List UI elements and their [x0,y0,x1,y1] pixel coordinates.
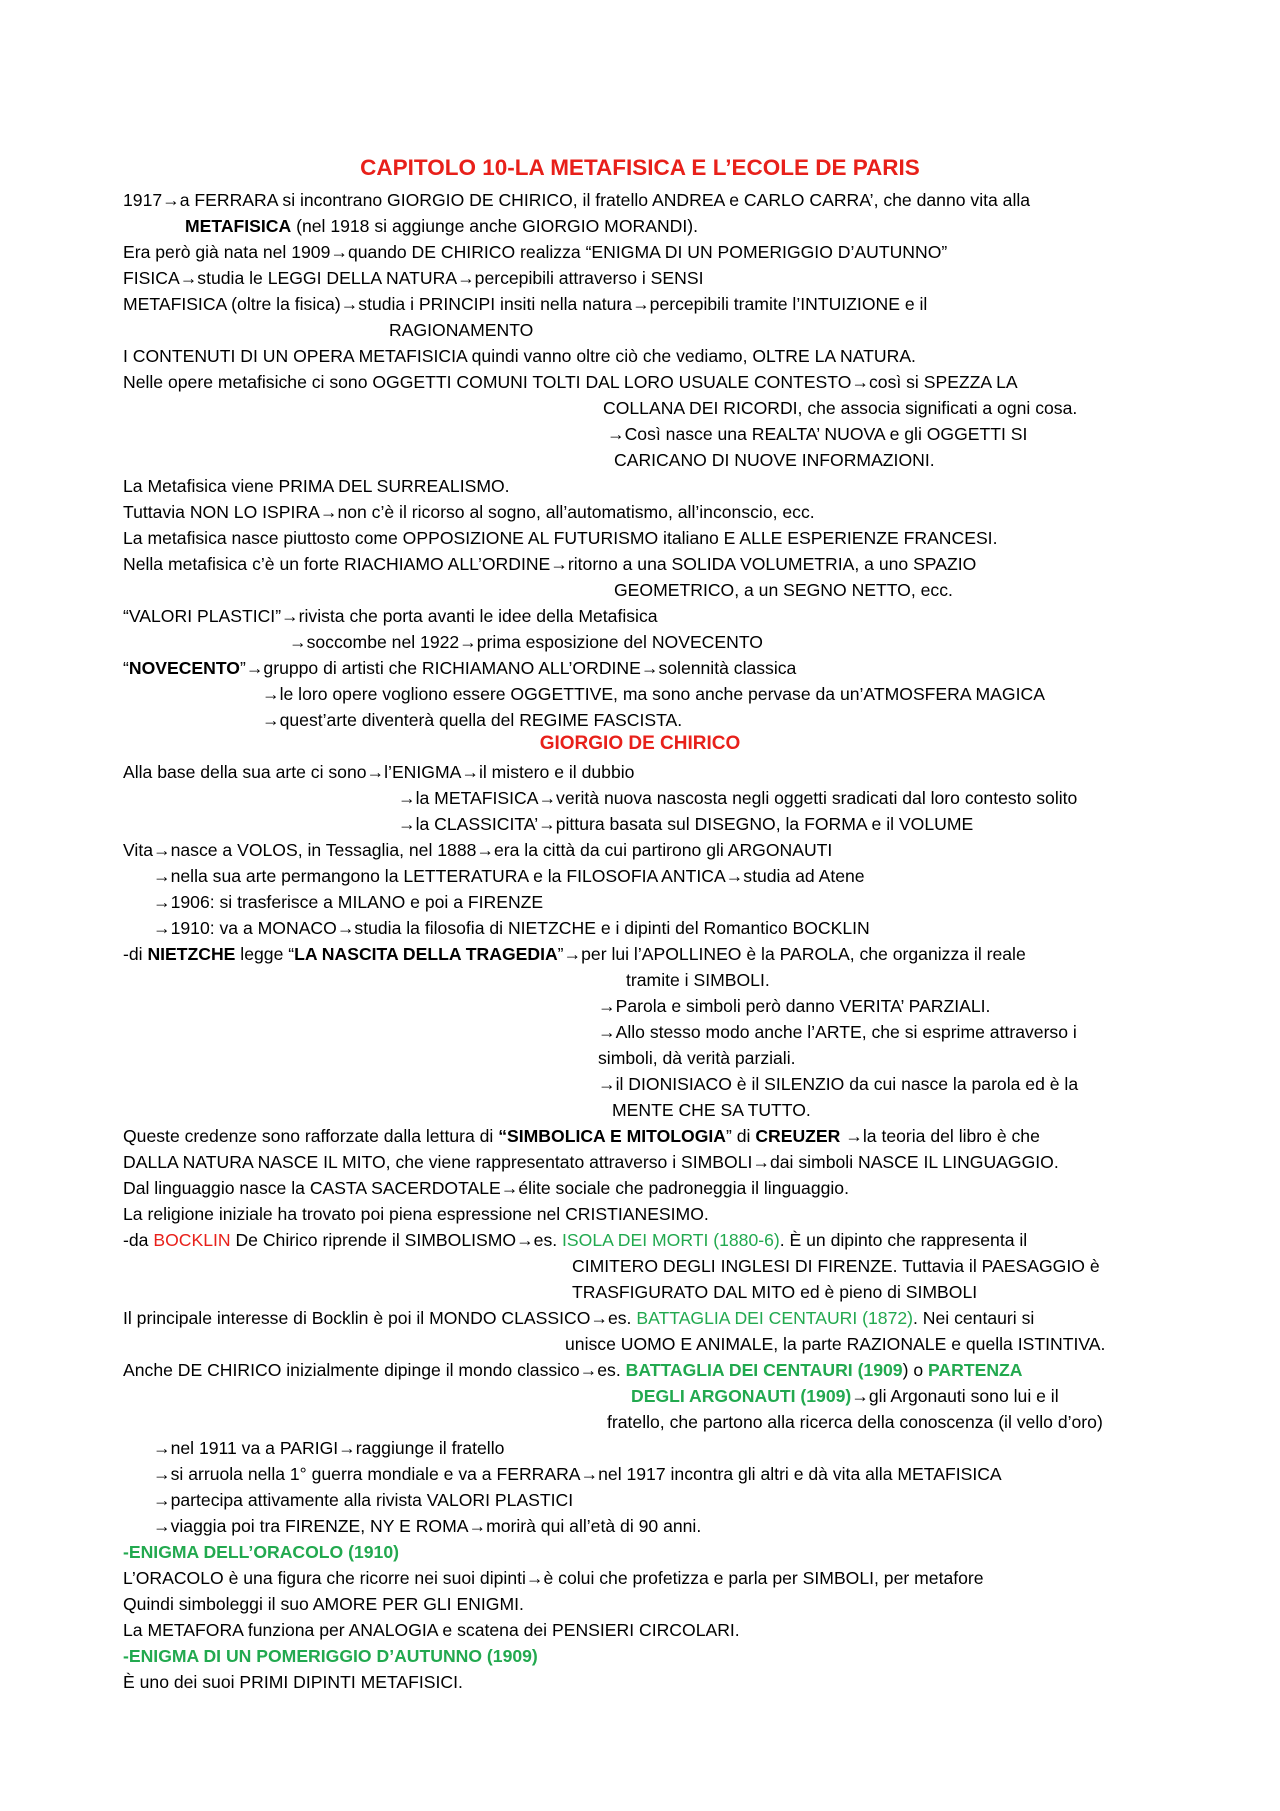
text-line: →nel 1911 va a PARIGI→raggiunge il fratello [153,1438,505,1458]
text-line: -da BOCKLIN De Chirico riprende il SIMBOLISMO→es. ISOLA DEI MORTI (1880-6). È un dipinto che rappresenta il [123,1230,1028,1250]
text-line: I CONTENUTI DI UN OPERA METAFISICIA quindi vanno oltre ciò che vediamo, OLTRE LA NATURA. [123,346,916,366]
chapter-title: CAPITOLO 10-LA METAFISICA E L’ECOLE DE PARIS [360,155,920,180]
artwork-title: PARTENZA [928,1360,1023,1380]
text-line: Queste credenze sono rafforzate dalla lettura di “SIMBOLICA E MITOLOGIA” di CREUZER →la teoria del libro è che [123,1126,1040,1146]
term-metafisica: METAFISICA [185,216,292,236]
subheading: -ENIGMA DELL’ORACOLO (1910) [123,1542,399,1562]
artwork-title: BATTAGLIA DEI CENTAURI (1872) [636,1308,914,1328]
text-line: →il DIONISIACO è il SILENZIO da cui nasce la parola ed è la [598,1074,1079,1094]
text-line: RAGIONAMENTO [389,320,534,340]
text-line: -di NIETZCHE legge “LA NASCITA DELLA TRAGEDIA”→per lui l’APOLLINEO è la PAROLA, che organizza il reale [123,944,1026,964]
name-bocklin: BOCKLIN [153,1230,231,1250]
text-line: →le loro opere vogliono essere OGGETTIVE, ma sono anche pervase da un’ATMOSFERA MAGICA [262,684,1045,704]
text-line: Nella metafisica c’è un forte RIACHIAMO ALL’ORDINE→ritorno a una SOLIDA VOLUMETRIA, a uno SPAZIO [123,554,977,574]
text-line: FISICA→studia le LEGGI DELLA NATURA→percepibili attraverso i SENSI [123,268,704,288]
text-line: Dal linguaggio nasce la CASTA SACERDOTALE→élite sociale che padroneggia il linguaggio. [123,1178,849,1198]
text-line: →partecipa attivamente alla rivista VALORI PLASTICI [153,1490,574,1510]
text-line: La religione iniziale ha trovato poi piena espressione nel CRISTIANESIMO. [123,1204,709,1224]
text-line: unisce UOMO E ANIMALE, la parte RAZIONALE e quella ISTINTIVA. [565,1334,1106,1354]
text-line: CARICANO DI NUOVE INFORMAZIONI. [614,450,935,470]
text-line: Nelle opere metafisiche ci sono OGGETTI COMUNI TOLTI DAL LORO USUALE CONTESTO→così si SPEZZA LA [123,372,1018,392]
text-line: →Parola e simboli però danno VERITA’ PARZIALI. [598,996,991,1016]
text-line: →soccombe nel 1922→prima esposizione del NOVECENTO [289,632,763,652]
term-novecento: NOVECENTO [128,658,240,678]
text-line: →1906: si trasferisce a MILANO e poi a FIRENZE [153,892,544,912]
text-line: TRASFIGURATO DAL MITO ed è pieno di SIMBOLI [572,1282,978,1302]
text-line: DEGLI ARGONAUTI (1909)→gli Argonauti sono lui e il [631,1386,1059,1406]
text-line: →la METAFISICA→verità nuova nascosta negli oggetti sradicati dal loro contesto solito [398,788,1078,808]
text-line: GEOMETRICO, a un SEGNO NETTO, ecc. [614,580,953,600]
text-line: →Così nasce una REALTA’ NUOVA e gli OGGETTI SI [607,424,1028,444]
subheading: -ENIGMA DI UN POMERIGGIO D’AUTUNNO (1909) [123,1646,538,1666]
text-line: “VALORI PLASTICI”→rivista che porta avanti le idee della Metafisica [123,606,658,626]
text-line: La metafisica nasce piuttosto come OPPOSIZIONE AL FUTURISMO italiano E ALLE ESPERIENZE FRANCESI. [123,528,998,548]
text-line: →nella sua arte permangono la LETTERATURA e la FILOSOFIA ANTICA→studia ad Atene [153,866,865,886]
text-line: →si arruola nella 1° guerra mondiale e va a FERRARA→nel 1917 incontra gli altri e dà vita alla METAFISICA [153,1464,1002,1484]
text-line: L’ORACOLO è una figura che ricorre nei suoi dipinti→è colui che profetizza e parla per SIMBOLI, per metafore [123,1568,984,1588]
section-title: GIORGIO DE CHIRICO [539,733,741,754]
artwork-title: DEGLI ARGONAUTI (1909) [631,1386,852,1406]
text-line: Vita→nasce a VOLOS, in Tessaglia, nel 1888→era la città da cui partirono gli ARGONAUTI [123,840,833,860]
text-line: METAFISICA (nel 1918 si aggiunge anche GIORGIO MORANDI). [185,216,699,236]
text-line: La Metafisica viene PRIMA DEL SURREALISMO. [123,476,510,496]
text-line: Tuttavia NON LO ISPIRA→non c’è il ricorso al sogno, all’automatismo, all’inconscio, ecc. [123,502,815,522]
text-line: 1917→a FERRARA si incontrano GIORGIO DE CHIRICO, il fratello ANDREA e CARLO CARRA’, che danno vita alla [123,190,1031,210]
text-line: →viaggia poi tra FIRENZE, NY E ROMA→morirà qui all’età di 90 anni. [153,1516,702,1536]
artwork-title: BATTAGLIA DEI CENTAURI (1909 [625,1360,903,1380]
text-line: →la CLASSICITA’→pittura basata sul DISEGNO, la FORMA e il VOLUME [398,814,974,834]
text-line: →quest’arte diventerà quella del REGIME FASCISTA. [262,710,683,730]
text-line: CIMITERO DEGLI INGLESI DI FIRENZE. Tuttavia il PAESAGGIO è [572,1256,1100,1276]
text-line: →1910: va a MONACO→studia la filosofia di NIETZCHE e i dipinti del Romantico BOCKLIN [153,918,870,938]
text-line: È uno dei suoi PRIMI DIPINTI METAFISICI. [123,1672,463,1692]
text-line: simboli, dà verità parziali. [598,1048,796,1068]
text-line: La METAFORA funziona per ANALOGIA e scatena dei PENSIERI CIRCOLARI. [123,1620,740,1640]
text-line: Alla base della sua arte ci sono→l’ENIGMA→il mistero e il dubbio [123,762,635,782]
text-line: COLLANA DEI RICORDI, che associa significati a ogni cosa. [603,398,1078,418]
text-line: DALLA NATURA NASCE IL MITO, che viene rappresentato attraverso i SIMBOLI→dai simboli NASCE IL LINGUAGGIO. [123,1152,1059,1172]
text-line: Anche DE CHIRICO inizialmente dipinge il mondo classico→es. BATTAGLIA DEI CENTAURI (1909) o PARTENZA [123,1360,1023,1380]
text-line: tramite i SIMBOLI. [626,970,770,990]
artwork-title: ISOLA DEI MORTI (1880-6) [562,1230,780,1250]
text-line: MENTE CHE SA TUTTO. [612,1100,811,1120]
text-line: →Allo stesso modo anche l’ARTE, che si esprime attraverso i [598,1022,1077,1042]
text-line: METAFISICA (oltre la fisica)→studia i PRINCIPI insiti nella natura→percepibili tramite l’INTUIZIONE e il [123,294,928,314]
text-line: Era però già nata nel 1909→quando DE CHIRICO realizza “ENIGMA DI UN POMERIGGIO D’AUTUNNO” [123,242,948,262]
text-line: Il principale interesse di Bocklin è poi il MONDO CLASSICO→es. BATTAGLIA DEI CENTAURI (1872). Nei centauri si [123,1308,1035,1328]
text-line: “NOVECENTO”→gruppo di artisti che RICHIAMANO ALL’ORDINE→solennità classica [123,658,797,678]
text-line: fratello, che partono alla ricerca della conoscenza (il vello d’oro) [607,1412,1103,1432]
text-line: Quindi simboleggi il suo AMORE PER GLI ENIGMI. [123,1594,524,1614]
